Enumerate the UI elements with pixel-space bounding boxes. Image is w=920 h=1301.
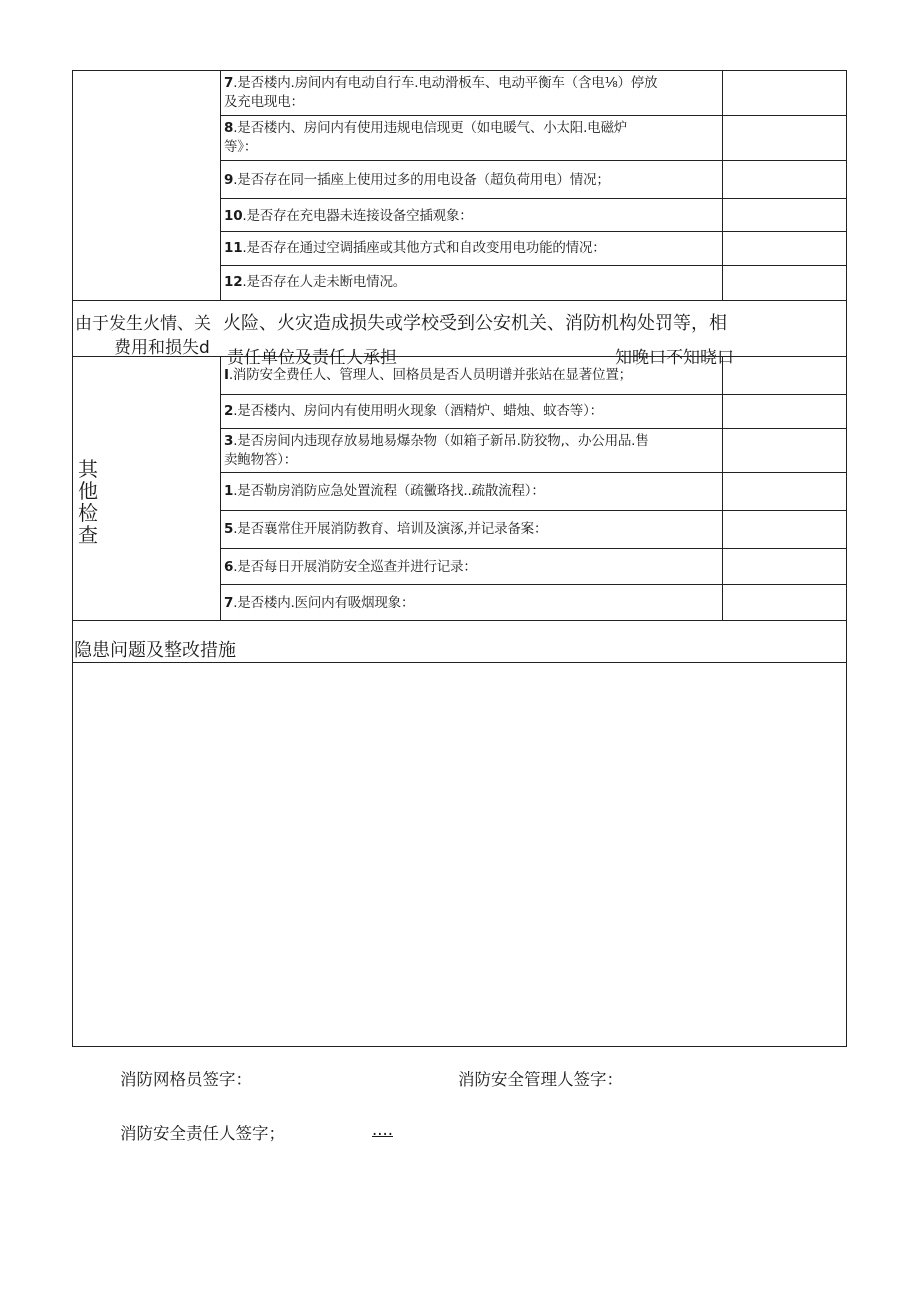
grid-member-signature-label: 消防网格员签字： — [120, 1070, 252, 1089]
other-item-6 — [224, 558, 721, 577]
other-item-1 — [224, 366, 721, 385]
other-item-4 — [224, 482, 721, 501]
electric-item-12 — [224, 273, 721, 292]
item-text: .是否存在充电器未连接设备空插观象： — [242, 208, 473, 224]
notice-right-line-2-clip — [223, 333, 763, 368]
signature-dots: .... — [372, 1120, 393, 1139]
table-bottom-border — [72, 1046, 847, 1047]
item-text: .是否勒房消防应急处置流程（疏黴珞找..疏散流程）： — [233, 483, 545, 499]
item-text: .是否楼内.房间内有电动自行车.电动滑板车、电动平衡车（含电⅛）停放 — [233, 75, 658, 91]
row-separator — [220, 115, 846, 116]
item-number: 1 — [224, 483, 234, 499]
item-number: 7 — [224, 75, 234, 91]
other-section-bottom-border — [72, 620, 847, 621]
item-text: .是否楼内、房问内有使用违规电信现更（如电暖气、小太阳.电磁炉 — [233, 120, 628, 136]
item-text: .是否存在人走未断电情况。 — [242, 274, 407, 290]
electric-item-10 — [224, 207, 721, 226]
item-number: 5 — [224, 521, 234, 537]
electric-item-7 — [224, 74, 721, 112]
item-number: 7 — [224, 595, 234, 611]
item-number: 2 — [224, 403, 234, 419]
item-text: .是否楼内、房问内有使用明火现象（酒精炉、蜡烛、蚊杏等）： — [233, 403, 603, 419]
item-text: .是否楼内.医问内有吸烟现象： — [233, 595, 415, 611]
item-text: .是否房间内违现存放易地易爆杂物（如箱子新吊.防狡物,、办公用品.售 — [233, 433, 649, 449]
item-number: 9 — [224, 172, 234, 188]
check-column-divider-bottom — [722, 356, 723, 620]
row-separator — [220, 394, 846, 395]
item-text: .消防安全费任人、管理人、回格员是否人员明谱并张站在显著位置； — [228, 367, 632, 383]
row-separator — [220, 428, 846, 429]
notice-responsibility-text: 责任单位及责任人承担 — [227, 348, 397, 368]
item-number: 10 — [224, 208, 243, 224]
row-separator — [220, 160, 846, 161]
table-right-border — [846, 70, 847, 1047]
electric-item-9 — [224, 171, 721, 190]
other-item-2 — [224, 402, 721, 421]
electric-item-11 — [224, 239, 721, 258]
row-separator — [220, 198, 846, 199]
item-number: I — [224, 367, 229, 383]
item-text: .是否襄常住开展消防教育、培训及演涿,并记录备案： — [233, 521, 548, 537]
other-item-5 — [224, 520, 721, 539]
item-number: 6 — [224, 559, 234, 575]
row-separator — [220, 510, 846, 511]
electric-item-8 — [224, 119, 721, 157]
row-separator — [220, 231, 846, 232]
notice-left-line-1: 由于发生火情、关 — [75, 314, 211, 334]
table-top-border — [72, 70, 847, 71]
row-separator — [220, 548, 846, 549]
item-number: 8 — [224, 120, 234, 136]
item-text-continued: 卖鲍物答）： — [224, 452, 298, 468]
notice-right-line-1: 火险、火灾造成损失或学校受到公安机关、消防机构处罚等，相 — [223, 313, 727, 334]
other-item-3 — [224, 432, 721, 470]
notice-awareness-text: 知晚口不知晓口 — [615, 348, 734, 368]
item-number: 11 — [224, 240, 243, 256]
row-separator — [220, 265, 846, 266]
row-separator — [220, 584, 846, 585]
other-check-label: 其他检查 — [78, 457, 98, 547]
safety-manager-signature-label: 消防安全管理人签字： — [458, 1070, 623, 1089]
other-item-7 — [224, 594, 721, 613]
label-column-divider-bottom — [220, 356, 221, 620]
item-text-continued: 等》： — [224, 139, 258, 155]
item-number: 12 — [224, 274, 243, 290]
item-text: .是否每日开展消防安全巡查并进行记录： — [233, 559, 477, 575]
notice-left-line-2: 费用和损失d — [114, 338, 210, 358]
item-text: .是否存在同一插座上使用过多的用电设备（超负荷用电）情况； — [233, 172, 610, 188]
row-separator — [220, 472, 846, 473]
item-number: 3 — [224, 433, 234, 449]
item-text-continued: 及充电现电： — [224, 94, 304, 110]
hazard-section-title: 隐患问题及整改措施 — [74, 640, 236, 661]
notice-top-border — [72, 300, 847, 301]
hazard-notes-area[interactable] — [73, 663, 846, 1046]
safety-responsible-signature-label: 消防安全责任人签字； — [120, 1124, 285, 1143]
item-text: .是否存在通过空调插座或其他方式和自改变用电功能的情况： — [242, 240, 606, 256]
